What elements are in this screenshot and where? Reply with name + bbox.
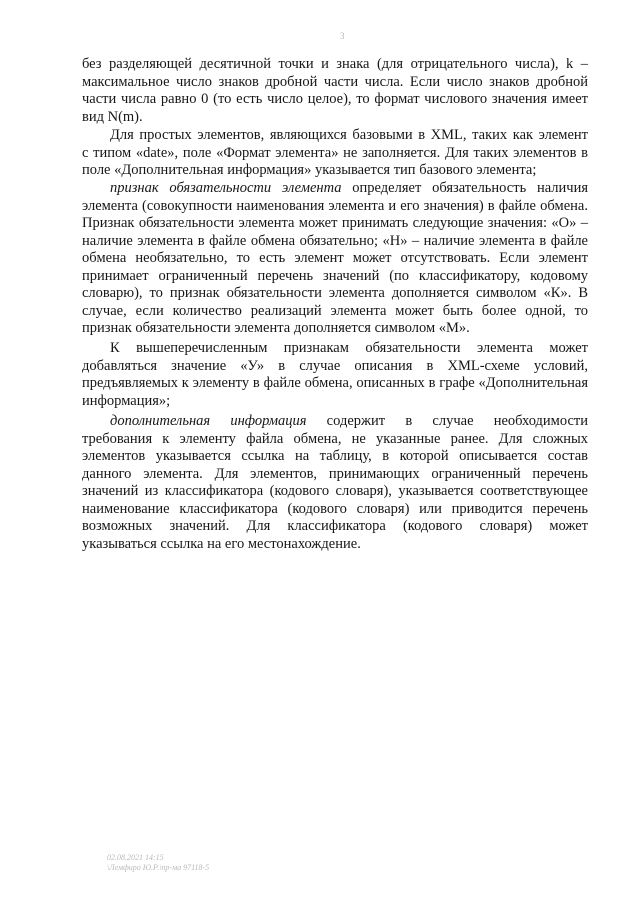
text-line: значений из классификатора (кодового словаря), указывается соответствующее: [82, 483, 588, 499]
text-line: Признак обязательности элемента может принимать следующие значения: «О» –: [82, 215, 588, 231]
paragraph-condition-flag: [82, 340, 588, 410]
text-line: Для простых элементов, являющихся базовыми в XML, таких как элемент: [110, 127, 588, 143]
text-line: принимает ограниченный перечень значений (по классификатору, кодовому: [82, 267, 588, 284]
print-stamp-user: \Лемфиро Ю.Р.\пр-ма 97118-5: [107, 863, 210, 872]
paragraph-obligation-flag: [82, 180, 588, 338]
paragraph-number-format: [82, 56, 588, 126]
text-line: данного элемента. Для элементов, принимающих ограниченный перечень: [82, 465, 588, 482]
text-line: вид N(m).: [82, 108, 143, 125]
text-line: без разделяющей десятичной точки и знака (для отрицательного числа), k –: [82, 56, 588, 72]
text-line: обмена необязательно, то есть элемент может отсутствовать. Если элемент: [82, 250, 588, 266]
text-line: [82, 413, 588, 431]
paragraph-simple-elements: [82, 127, 588, 180]
text-span: содержит в случае необходимости: [326, 413, 588, 429]
paragraph-additional-info: [82, 413, 588, 553]
text-line: предъявляемых к элементу в файле обмена, описанных в графе «Дополнительная: [82, 375, 588, 391]
text-line: части числа равно 0 (то есть число целое), то формат числового значения имеет: [82, 91, 588, 107]
print-stamp-date: 02.08.2021 14:15: [107, 853, 164, 862]
print-stamp: [107, 853, 209, 873]
text-line: К вышеперечисленным признакам обязательности элемента может: [110, 340, 588, 356]
text-line: наименование классификатора (кодового словаря) или приводится перечень: [82, 500, 588, 517]
text-line: максимальное число знаков дробной части числа. Если число знаков дробной: [82, 73, 588, 90]
text-line: [82, 180, 588, 198]
italic-term: дополнительная информация: [110, 413, 307, 429]
text-line: словарю), то признак обязательности элемента дополняется символом «К». В: [82, 285, 588, 301]
text-line: признак обязательности элемента дополняется символом «М».: [82, 320, 470, 336]
text-line: возможных значений. Для классификатора (кодового словаря) может: [82, 518, 588, 534]
text-line: требования к элементу файла обмена, не указанные ранее. Для сложных: [82, 430, 588, 447]
text-line: случае, если количество реализаций элемента может быть более одной, то: [82, 302, 588, 319]
text-line: информация»;: [82, 392, 171, 409]
text-span: определяет обязательность наличия: [352, 180, 589, 196]
text-line: элемента (совокупности наименования элемента и его значения) в файле обмена.: [82, 197, 588, 214]
text-line: добавляться значение «У» в случае описания в XML-схеме условий,: [82, 357, 588, 374]
text-line: с типом «date», поле «Формат элемента» не заполняется. Для таких элементов в: [82, 144, 588, 161]
text-line: указываться ссылка на его местонахождение.: [82, 535, 361, 552]
text-line: поле «Дополнительная информация» указывается тип базового элемента;: [82, 162, 537, 178]
italic-term: признак обязательности элемента: [110, 180, 342, 196]
text-line: наличие элемента в файле обмена обязательно; «Н» – наличие элемента в файле: [82, 232, 588, 249]
text-line: элементов указывается ссылка на таблицу, в которой описывается состав: [82, 448, 588, 464]
page-number: 3: [340, 31, 345, 41]
